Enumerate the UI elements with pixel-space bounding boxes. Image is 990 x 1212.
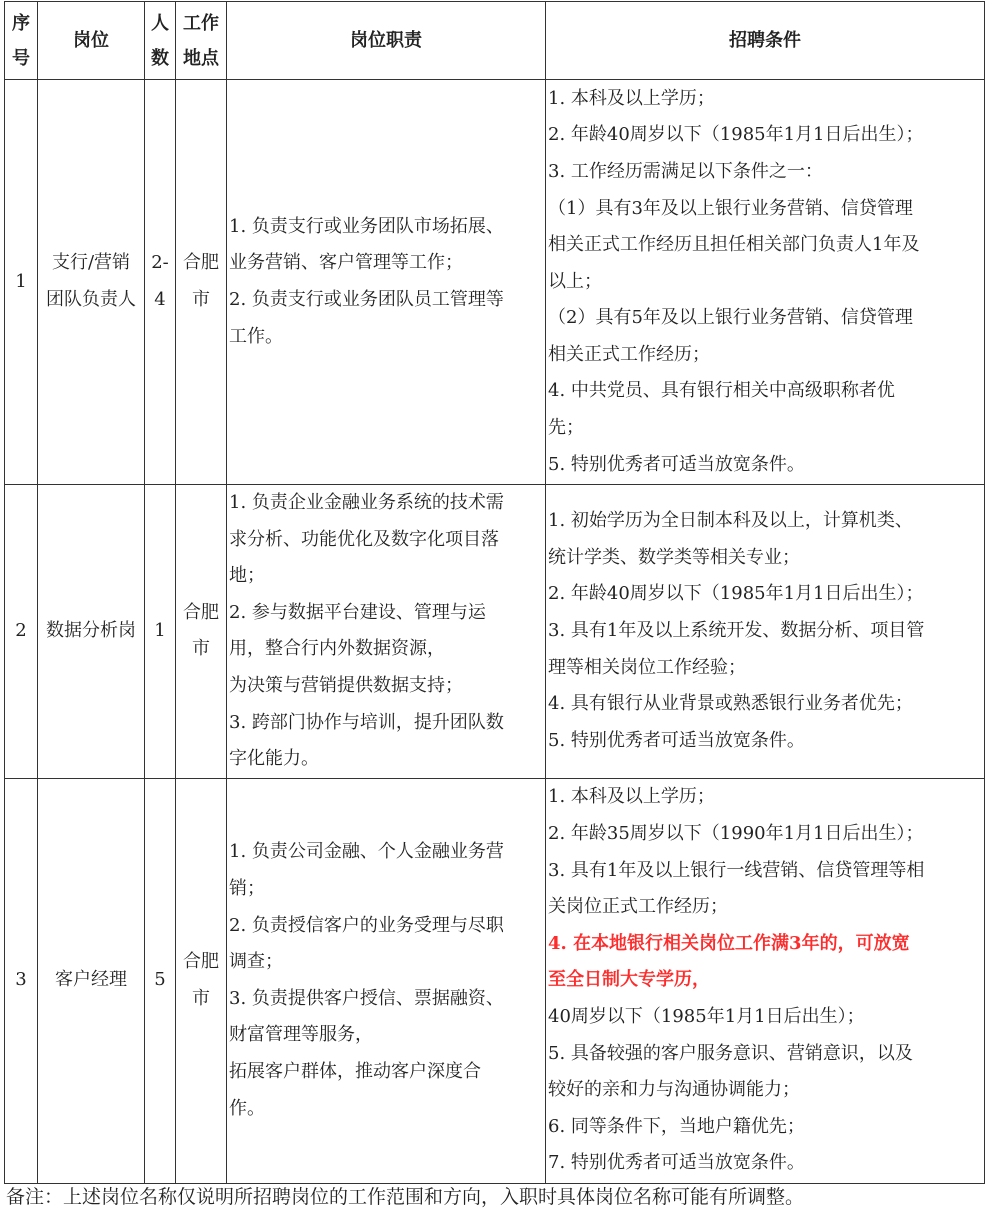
row-position: 支行/营销 团队负责人 — [38, 80, 145, 485]
row-location: 合肥 市 — [176, 80, 227, 485]
table-row — [5, 778, 985, 1183]
requirement-line: 统计学类、数学类等相关专业； — [548, 546, 800, 568]
header-duties: 岗位职责 — [227, 2, 546, 80]
requirement-line: 较好的亲和力与沟通协调能力； — [548, 1079, 800, 1101]
row-requirements — [546, 778, 985, 1183]
row-requirements — [546, 485, 985, 779]
requirement-line: 2. 年龄35周岁以下（1990年1月1日后出生）； — [548, 823, 924, 845]
header-location: 工作 地点 — [176, 2, 227, 80]
row-location: 合肥 市 — [176, 485, 227, 779]
highlight-text: 至全日制大专学历， — [548, 969, 710, 991]
recruitment-table — [4, 1, 985, 1184]
table-row — [5, 80, 985, 485]
requirement-line: 相关正式工作经历且担任相关部门负责人1年及 — [548, 234, 920, 256]
requirement-line: 理等相关岗位工作经验； — [548, 656, 746, 678]
row-count: 1 — [145, 485, 176, 779]
requirement-line: 相关正式工作经历； — [548, 343, 710, 365]
requirement-line: 以上； — [548, 270, 602, 292]
header-count: 人 数 — [145, 2, 176, 80]
header-position: 岗位 — [38, 2, 145, 80]
highlight-prefix: 4. — [548, 932, 574, 954]
requirement-line: 5. 特别优秀者可适当放宽条件。 — [548, 453, 805, 475]
requirement-line: 3. 具有1年及以上银行一线营销、信贷管理等相 — [548, 859, 925, 881]
row-seq: 2 — [5, 485, 38, 779]
row-position: 数据分析岗 — [38, 485, 145, 779]
table-row — [5, 485, 985, 779]
row-requirements — [546, 80, 985, 485]
requirement-line: 40周岁以下（1985年1月1日后出生）； — [548, 1006, 865, 1028]
row-duties: 1. 负责支行或业务团队市场拓展、 业务营销、客户管理等工作； 2. 负责支行或业务团队员工管理等 工作。 — [227, 80, 546, 485]
row-count: 2- 4 — [145, 80, 176, 485]
requirement-line: 6. 同等条件下，当地户籍优先； — [548, 1115, 805, 1137]
row-position: 客户经理 — [38, 778, 145, 1183]
row-seq: 1 — [5, 80, 38, 485]
requirement-line: 4. 中共党员、具有银行相关中高级职称者优 — [548, 380, 895, 402]
row-duties: 1. 负责企业金融业务系统的技术需 求分析、功能优化及数字化项目落 地； 2. 参与数据平台建设、管理与运 用，整合行内外数据资源， 为决策与营销提供数据支持； 3. 跨部门协作与培训，提升团队数 字化能力。 — [227, 485, 546, 779]
row-location: 合肥 市 — [176, 778, 227, 1183]
header-requirements: 招聘条件 — [546, 2, 985, 80]
requirement-line: 先； — [548, 417, 584, 439]
requirement-line: 1. 本科及以上学历； — [548, 87, 715, 109]
requirement-line: 3. 具有1年及以上系统开发、数据分析、项目管 — [548, 620, 925, 642]
requirement-line: 3. 工作经历需满足以下条件之一： — [548, 160, 823, 182]
header-seq: 序 号 — [5, 2, 38, 80]
requirement-highlight-line — [548, 926, 982, 963]
requirement-line: 2. 年龄40周岁以下（1985年1月1日后出生）； — [548, 583, 924, 605]
row-duties: 1. 负责公司金融、个人金融业务营 销； 2. 负责授信客户的业务受理与尽职 调查； 3. 负责提供客户授信、票据融资、 财富管理等服务， 拓展客户群体，推动客户深度合 作。 — [227, 778, 546, 1183]
row-count: 5 — [145, 778, 176, 1183]
requirement-line: 1. 初始学历为全日制本科及以上，计算机类、 — [548, 510, 913, 532]
footnote: 备注：上述岗位名称仅说明所招聘岗位的工作范围和方向，入职时具体岗位名称可能有所调整。 — [6, 1186, 805, 1208]
highlight-text: 在本地银行相关岗位工作满3年的，可放宽 — [573, 932, 910, 954]
header-row — [5, 2, 985, 80]
row-seq: 3 — [5, 778, 38, 1183]
requirement-line: 2. 年龄40周岁以下（1985年1月1日后出生）； — [548, 124, 924, 146]
requirement-line: 5. 特别优秀者可适当放宽条件。 — [548, 729, 805, 751]
requirement-line: 7. 特别优秀者可适当放宽条件。 — [548, 1152, 805, 1174]
requirement-line: 5. 具备较强的客户服务意识、营销意识，以及 — [548, 1042, 913, 1064]
requirement-line: 4. 具有银行从业背景或熟悉银行业务者优先； — [548, 693, 913, 715]
requirement-line: （2）具有5年及以上银行业务营销、信贷管理 — [548, 307, 913, 329]
requirement-line: 1. 本科及以上学历； — [548, 786, 715, 808]
requirement-line: （1）具有3年及以上银行业务营销、信贷管理 — [548, 197, 913, 219]
requirement-line: 关岗位正式工作经历； — [548, 896, 728, 918]
